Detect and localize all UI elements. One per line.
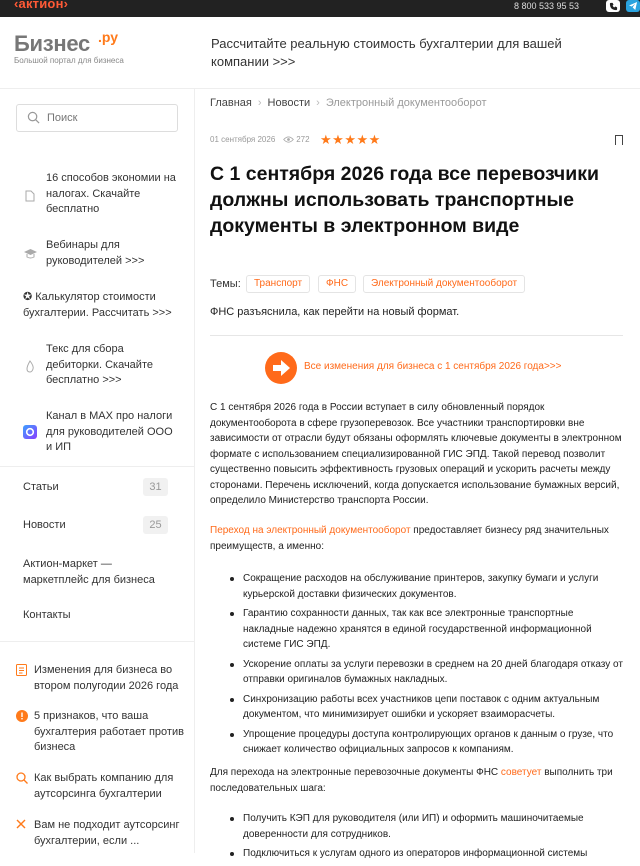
phone-icon[interactable] — [606, 0, 620, 12]
search-input[interactable] — [47, 109, 172, 127]
sidebar-promo-label: 16 способов экономии на налогах. Скачайте бесплатно — [46, 172, 176, 215]
paragraph-text: Для перехода на электронные перевозочные документы ФНС — [210, 767, 501, 778]
search-icon — [16, 772, 28, 784]
sidebar-promo-label: Канал в MAX про налоги для руководителей ООО и ИП — [46, 410, 173, 453]
brand-suffix: .ру — [98, 29, 119, 45]
news-count-badge: 25 — [143, 516, 168, 534]
sidebar-item-articles[interactable] — [23, 478, 195, 496]
tag-transport[interactable]: Транспорт — [246, 275, 310, 293]
breadcrumb-current: Электронный документооборот — [325, 97, 487, 109]
breadcrumb-news[interactable]: Новости — [267, 97, 311, 109]
graduation-cap-icon — [23, 247, 37, 261]
sidebar-promo-label: Вебинары для руководителей >>> — [46, 239, 145, 267]
chevron-right-icon: › — [316, 97, 320, 109]
sidebar-item-news[interactable] — [23, 516, 195, 534]
sidebar-link-label: Вам не подходит аутсорсинг бухгалтерии, если ... — [34, 819, 180, 847]
edo-link[interactable]: Переход на электронный документооборот — [210, 525, 411, 536]
star-icon[interactable]: ★ — [356, 132, 369, 147]
sidebar-promo-label: Текс для сбора дебиторки. Скачайте бесплатно >>> — [46, 343, 153, 386]
info-circle-icon — [16, 710, 28, 722]
search-icon — [27, 111, 40, 124]
brand-name: Бизнес — [14, 31, 90, 56]
list-icon — [16, 664, 28, 676]
list-item: Гарантию сохранности данных, так как все электронные транспортные накладные надежно хранятся в единой государственной информационной системе ГИС ЭПД. — [230, 606, 625, 653]
fire-icon — [23, 360, 37, 374]
star-icon[interactable]: ★ — [320, 132, 333, 147]
breadcrumb-home[interactable]: Главная — [210, 97, 252, 109]
paragraph-text: выполнить три последовательных шага: — [210, 767, 613, 794]
top-bar — [0, 0, 640, 17]
search-box[interactable] — [16, 104, 178, 132]
article-paragraph-3 — [210, 765, 623, 796]
benefits-list — [230, 571, 625, 762]
article-meta — [210, 132, 625, 149]
article-title: С 1 сентября 2026 года все перевозчики должны использовать транспортные документы в электронном виде — [210, 163, 599, 237]
list-item: Ускорение оплаты за услуги перевозки в среднем на 20 дней благодаря отказу от отправки оригиналов бумажных накладных. — [230, 657, 625, 688]
list-item: Получить КЭП для руководителя (или ИП) и оформить машиночитаемые доверенности для сотрудников. — [230, 811, 625, 842]
sidebar-item-label: Контакты — [23, 609, 71, 621]
bookmark-icon[interactable] — [615, 135, 623, 145]
sidebar-item-label: Статьи — [23, 481, 59, 493]
tag-fns[interactable]: ФНС — [318, 275, 356, 293]
star-icon[interactable]: ★ — [332, 132, 345, 147]
article-date: 01 сентября 2026 — [210, 135, 276, 144]
list-item: Подключиться к услугам одного из операторов информационной системы — [230, 846, 625, 862]
sidebar-link-label: Изменения для бизнеса во втором полугодии 2026 года — [34, 664, 179, 692]
breadcrumb — [210, 97, 487, 109]
telegram-icon[interactable] — [626, 0, 640, 12]
article-lead: ФНС разъяснила, как перейти на новый формат. — [210, 306, 460, 318]
site-header — [0, 17, 640, 89]
divider — [210, 335, 623, 336]
views-count: 272 — [296, 135, 310, 144]
steps-list — [230, 811, 625, 866]
themes-label: Темы: — [210, 278, 241, 290]
divider — [0, 641, 195, 642]
list-item: Сокращение расходов на обслуживание принтеров, закупку бумаги и услуги курьерской доставки физических документов. — [230, 571, 625, 602]
sidebar-link-label: 5 признаков, что ваша бухгалтерия работает против бизнеса — [34, 710, 184, 753]
brand-tagline: Большой портал для бизнеса — [14, 56, 124, 65]
eye-icon — [283, 136, 294, 143]
arrow-right-icon — [265, 352, 297, 384]
chevron-right-icon: › — [257, 97, 262, 109]
articles-count-badge: 31 — [143, 478, 168, 496]
advises-link[interactable]: советует — [500, 767, 542, 778]
article-views — [283, 135, 310, 144]
site-logo[interactable] — [14, 31, 124, 65]
article-paragraph-1: С 1 сентября 2026 года в России вступает в силу обновленный порядок документооборота в сфере грузоперевозок. Все участники транспортировки вне зависимости от отрасли будут обязаны оформлять ключевые документы в электронном формате с использованием специализированной ГИС ЭПД. Такой перевод позволит существенно повысить эффективность грузовых операций и ускорить расчеты между сторонами. Перечень исключений, когда допускается использование бумажных версий, определило Министерство транспорта России. — [210, 402, 622, 506]
aktion-logo[interactable]: ‹актион› — [14, 0, 69, 11]
sidebar-link-label: Как выбрать компанию для аутсорсинга бухгалтерии — [34, 772, 174, 800]
phone-number[interactable]: 8 800 533 95 53 — [514, 1, 580, 11]
tag-edo[interactable]: Электронный документооборот — [363, 275, 525, 293]
cta-label: Все изменения для бизнеса с 1 сентября 2026 года>>> — [304, 361, 562, 372]
divider — [0, 466, 195, 467]
star-icon[interactable]: ★ — [368, 132, 381, 147]
changes-cta-link[interactable] — [265, 352, 625, 382]
sidebar-item-label: Актион-маркет — маркетплейс для бизнеса — [23, 558, 155, 586]
sidebar-item-label: Новости — [23, 519, 66, 531]
sidebar-item-aktion-market[interactable] — [23, 557, 163, 588]
star-icon[interactable]: ★ — [344, 132, 357, 147]
article-paragraph-2 — [210, 523, 623, 554]
document-icon — [23, 189, 37, 203]
list-item: Упрощение процедуры доступа контролирующих органов к данным о грузе, что снижает количество официальных запросов к компаниям. — [230, 727, 625, 758]
paragraph-text: предоставляет бизнесу ряд значительных преимуществ, а именно: — [210, 525, 609, 552]
sidebar — [0, 89, 195, 853]
sidebar-promo-label: ✪ Калькулятор стоимости бухгалтерии. Рассчитать >>> — [23, 291, 172, 319]
max-messenger-icon — [23, 425, 37, 439]
list-item: Синхронизацию работы всех участников цепи поставок с одним актуальным документом, что минимизирует ошибки и ускоряет взаиморасчеты. — [230, 692, 625, 723]
rating-stars[interactable] — [320, 132, 381, 148]
header-promo-link[interactable]: Рассчитайте реальную стоимость бухгалтерии для вашей компании >>> — [211, 36, 562, 69]
close-icon — [16, 819, 28, 831]
sidebar-item-contacts[interactable] — [23, 608, 183, 624]
